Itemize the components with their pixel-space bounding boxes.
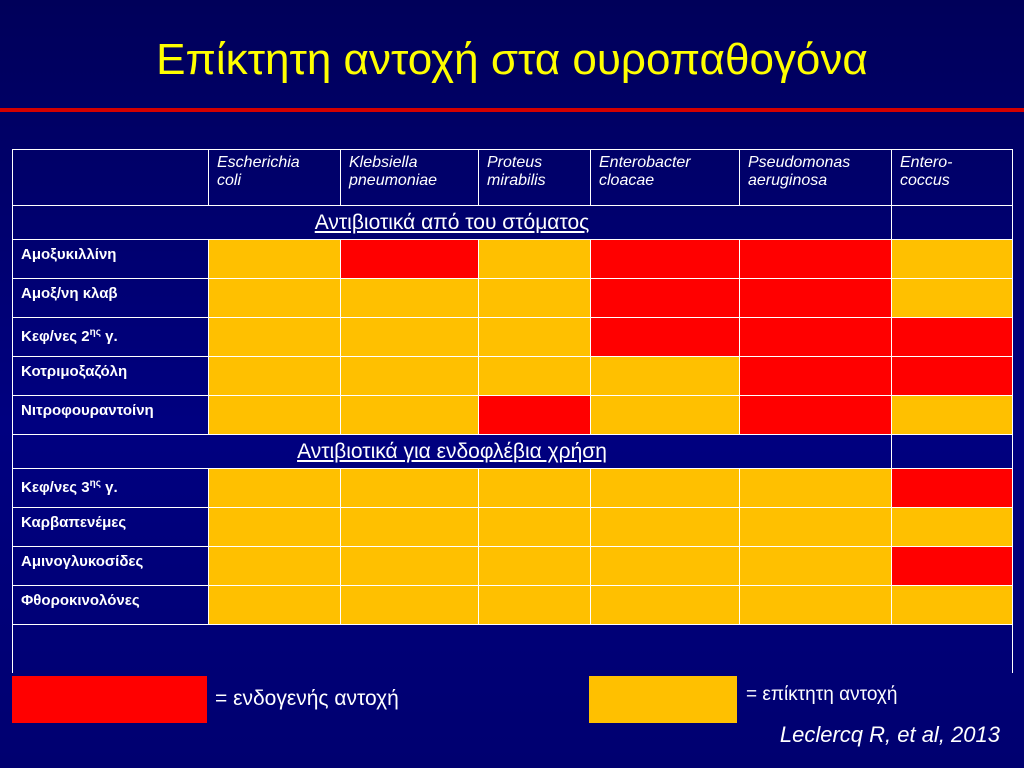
row-label [13,508,209,547]
resistance-table [12,149,1013,673]
row-label [13,318,209,357]
table-row [13,508,1013,547]
legend-intrinsic-label: = ενδογενής αντοχή [215,687,399,710]
acquired-resistance-cell [341,586,479,625]
acquired-resistance-cell [892,508,1013,547]
acquired-resistance-cell [341,318,479,357]
acquired-resistance-cell [479,469,591,508]
column-header [479,150,591,206]
row-label-superscript: ης [89,478,101,489]
acquired-resistance-cell [209,318,341,357]
intrinsic-resistance-cell [740,318,892,357]
table-row [13,547,1013,586]
intrinsic-resistance-cell [892,469,1013,508]
table-row [13,240,1013,279]
acquired-resistance-cell [892,396,1013,435]
intrinsic-resistance-cell [740,396,892,435]
acquired-resistance-cell [591,357,740,396]
row-label [13,279,209,318]
column-header-line1: Proteus [487,154,543,171]
intrinsic-resistance-cell [892,357,1013,396]
acquired-resistance-cell [740,469,892,508]
section-title: Αντιβιοτικά για ενδοφλέβια χρήση [13,435,892,469]
acquired-resistance-cell [209,547,341,586]
row-label [13,396,209,435]
column-header-line1: Pseudomonas [748,154,851,171]
section-title: Αντιβιοτικά από του στόματος [13,206,892,240]
column-header [740,150,892,206]
column-header-line1: Escherichia [217,154,300,171]
row-label-superscript: ης [89,327,101,338]
row-label-text: Αμοξ/νη κλαβ [21,285,118,302]
column-header-line1: Entero- [900,154,953,171]
table-row [13,586,1013,625]
intrinsic-resistance-cell [341,240,479,279]
intrinsic-resistance-cell [479,396,591,435]
row-label [13,240,209,279]
acquired-resistance-cell [892,240,1013,279]
acquired-resistance-cell [209,279,341,318]
acquired-resistance-cell [341,357,479,396]
acquired-resistance-cell [892,279,1013,318]
acquired-resistance-cell [479,240,591,279]
acquired-resistance-cell [209,508,341,547]
empty-cell [13,625,1013,673]
acquired-resistance-cell [479,318,591,357]
acquired-resistance-cell [740,586,892,625]
row-label-text: Καρβαπενέμες [21,514,127,531]
column-header-line1: Enterobacter [599,154,691,171]
acquired-resistance-cell [591,469,740,508]
column-header [591,150,740,206]
acquired-resistance-cell [209,396,341,435]
acquired-resistance-cell [591,508,740,547]
intrinsic-resistance-cell [591,240,740,279]
row-label-text: Κεφ/νες 2 [21,328,90,345]
row-label [13,586,209,625]
row-label-suffix: γ. [100,479,118,496]
acquired-resistance-cell [209,240,341,279]
row-label [13,547,209,586]
column-header [892,150,1013,206]
column-header-line1: Klebsiella [349,154,418,171]
acquired-resistance-cell [341,396,479,435]
acquired-resistance-cell [479,547,591,586]
column-header [209,150,341,206]
column-header-line2: coli [217,172,242,189]
slide-title: Επίκτητη αντοχή στα ουροπαθογόνα [156,35,868,84]
acquired-resistance-cell [341,279,479,318]
acquired-resistance-cell [591,547,740,586]
acquired-resistance-cell [479,586,591,625]
column-header-line2: cloacae [599,172,655,189]
table-row [13,279,1013,318]
acquired-resistance-cell [209,586,341,625]
legend-acquired-swatch [589,676,737,723]
intrinsic-resistance-cell [892,547,1013,586]
acquired-resistance-cell [209,357,341,396]
table-row [13,396,1013,435]
row-label [13,469,209,508]
corner-cell [13,150,209,206]
acquired-resistance-cell [479,279,591,318]
acquired-resistance-cell [892,586,1013,625]
legend-intrinsic-swatch [12,676,207,723]
row-label-text: Κοτριμοξαζόλη [21,363,128,380]
column-header-line2: coccus [900,172,950,189]
acquired-resistance-cell [740,547,892,586]
table-row [13,318,1013,357]
intrinsic-resistance-cell [740,240,892,279]
acquired-resistance-cell [479,357,591,396]
row-label-text: Φθοροκινολόνες [21,592,140,609]
row-label [13,357,209,396]
acquired-resistance-cell [740,508,892,547]
legend-acquired-label: = επίκτητη αντοχή [746,684,898,705]
section-empty-cell [892,435,1013,469]
section-row [13,435,1013,469]
citation: Leclercq R, et al, 2013 [779,722,1000,747]
acquired-resistance-cell [341,508,479,547]
intrinsic-resistance-cell [892,318,1013,357]
intrinsic-resistance-cell [591,279,740,318]
acquired-resistance-cell [341,469,479,508]
table-row [13,469,1013,508]
row-label-text: Νιτροφουραντοίνη [21,402,154,419]
column-header-line2: aeruginosa [748,172,828,189]
section-row [13,206,1013,240]
column-header-line2: mirabilis [487,172,546,189]
acquired-resistance-cell [341,547,479,586]
row-label-suffix: γ. [100,328,118,345]
intrinsic-resistance-cell [591,318,740,357]
intrinsic-resistance-cell [740,357,892,396]
column-header-line2: pneumoniae [349,172,438,189]
title-divider [0,108,1024,112]
row-label-text: Αμοξυκιλλίνη [21,246,117,263]
table-row [13,357,1013,396]
section-empty-cell [892,206,1013,240]
row-label-text: Κεφ/νες 3 [21,479,90,496]
intrinsic-resistance-cell [740,279,892,318]
row-label-text: Αμινογλυκοσίδες [21,553,144,570]
header-row [13,150,1013,206]
column-header [341,150,479,206]
acquired-resistance-cell [591,396,740,435]
acquired-resistance-cell [591,586,740,625]
empty-row [13,625,1013,673]
acquired-resistance-cell [479,508,591,547]
acquired-resistance-cell [209,469,341,508]
